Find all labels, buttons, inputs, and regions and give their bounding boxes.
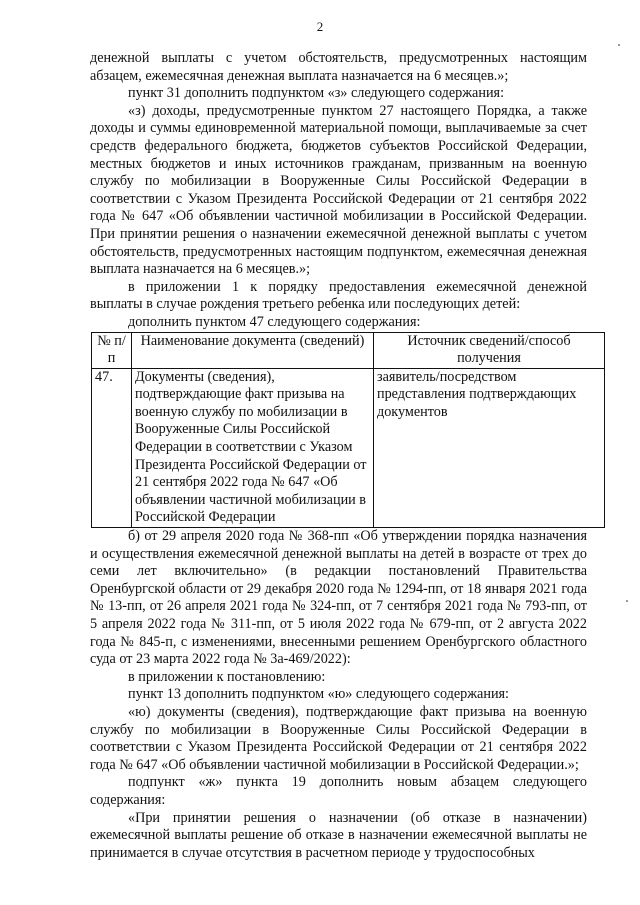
cell-number: 47.: [92, 368, 132, 527]
table-row: [92, 368, 605, 527]
paragraph: пункт 31 дополнить подпунктом «з» следующего содержания:: [128, 85, 505, 102]
paragraph: подпункт «ж» пункта 19 дополнить новым абзацем следующего содержания:: [90, 774, 587, 808]
document-body: [90, 50, 587, 862]
column-header-number: № п/п: [92, 332, 132, 368]
paragraph: пункт 13 дополнить подпунктом «ю» следующего содержания:: [128, 686, 510, 703]
table-header-row: [92, 332, 605, 368]
paragraph: «При принятии решения о назначении (об отказе в назначении) ежемесячной выплаты решение об отказе в назначении ежемесячной выплаты не принимается в случае отсутствия в расчетном периоде у трудоспособных: [90, 809, 587, 861]
column-header-source: Источник сведений/способ получения: [374, 332, 605, 368]
paragraph: денежной выплаты с учетом обстоятельств, предусмотренных настоящим абзацем, ежемесячная денежная выплата назначается на 6 месяцев.»;: [90, 50, 587, 84]
paragraph: в приложении к постановлению:: [128, 668, 326, 685]
paragraph: «з) доходы, предусмотренные пунктом 27 настоящего Порядка, а также доходы и суммы единовременной материальной помощи, выплачиваемые за счет средств федерального бюджета, бюджетов субъектов Российской Федерации, местных бюджетов и иных источников гражданам, призванным на военную службу по мобилизации в Вооруженные Силы Российской Федерации в соответствии с Указом Президента Российской Федерации от 21 сентября 2022 года № 647 «Об объявлении частичной мобилизации в Российской Федерации. При принятии решения о назначении ежемесячной денежной выплаты с учетом обстоятельств, предусмотренных настоящим подпунктом, ежемесячная денежная выплата назначается на 6 месяцев.»;: [90, 102, 587, 278]
column-header-document: Наименование документа (сведений): [132, 332, 374, 368]
cell-source: заявитель/посредством представления подтверждающих документов: [374, 368, 605, 527]
scan-speck: [618, 44, 620, 46]
paragraph: дополнить пунктом 47 следующего содержания:: [128, 313, 421, 330]
paragraph: б) от 29 апреля 2020 года № 368-пп «Об утверждении порядка назначения и осуществления ежемесячной денежной выплаты на детей в возрасте от трех до семи лет включительно» (в редакции постановлений Правительства Оренбургской области от 29 декабря 2020 года № 1294-пп, от 18 января 2021 года № 13-пп, от 26 апреля 2021 года № 324-пп, от 7 сентября 2021 года № 793-пп, от 5 апреля 2022 года № 311-пп, от 5 июля 2022 года № 679-пп, от 2 августа 2022 года № 845-п, с изменениями, внесенными решением Оренбургского областного суда от 23 марта 2022 года № 3а-469/2022):: [90, 528, 587, 668]
paragraph: в приложении 1 к порядку предоставления ежемесячной денежной выплаты в случае рождения третьего ребенка или последующих детей:: [90, 278, 587, 313]
scan-speck: [626, 600, 628, 602]
cell-document: Документы (сведения), подтверждающие факт призыва на военную службу по мобилизации в Вооруженные Силы Российской Федерации в соответствии с Указом Президента Российской Федерации от 21 сентября 2022 года № 647 «Об объявлении частичной мобилизации в Российской Федерации: [132, 368, 374, 527]
documents-table: [91, 332, 605, 529]
paragraph: «ю) документы (сведения), подтверждающие факт призыва на военную службу по мобилизации в Вооруженные Силы Российской Федерации в соответствии с Указом Президента Российской Федерации от 21 сентября 2022 года № 647 «Об объявлении частичной мобилизации в Российской Федерации.»;: [90, 703, 587, 773]
page-number: 2: [316, 19, 324, 34]
